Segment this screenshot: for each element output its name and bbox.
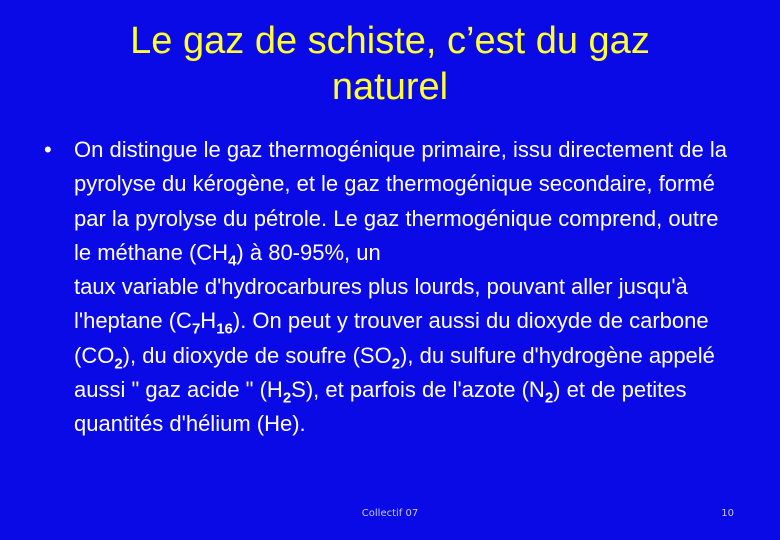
page-number: 10 bbox=[721, 508, 734, 519]
subscript: 2 bbox=[544, 389, 554, 407]
text-run: ) à 80-95%, un bbox=[236, 239, 381, 265]
text-run: On distingue le gaz thermogénique primaire, issu directement de la pyrolyse du kérogène, et le gaz thermogénique secondaire, formé par la pyrolyse du pétrole. Le gaz thermogénique comprend, outre le méthane (CH bbox=[74, 137, 728, 265]
subscript: 2 bbox=[391, 355, 401, 373]
slide-title bbox=[40, 18, 740, 110]
subscript: 16 bbox=[216, 320, 233, 338]
text-run: ). On peut y trouver aussi du dioxyde de carbone (CO bbox=[74, 308, 709, 368]
text-run: ), du dioxyde de soufre (SO bbox=[122, 342, 392, 368]
footer-text: Collectif 07 bbox=[361, 508, 419, 519]
slide-title-line-1: Le gaz de schiste, c’est du gaz bbox=[130, 20, 650, 62]
slide-body bbox=[44, 133, 734, 442]
subscript: 2 bbox=[114, 355, 123, 373]
subscript: 4 bbox=[228, 252, 237, 270]
text-run: H bbox=[200, 308, 217, 334]
text-run: ), du sulfure d'hydrogène appelé aussi " gaz acide " (H bbox=[74, 342, 715, 403]
text-run: ) et de petites quantités d'hélium (He). bbox=[74, 377, 687, 437]
subscript: 7 bbox=[191, 320, 201, 338]
bullet-marker: • bbox=[44, 137, 52, 162]
bullet-paragraph bbox=[74, 133, 734, 442]
slide-title-line-2: naturel bbox=[331, 66, 449, 108]
subscript: 2 bbox=[282, 389, 292, 407]
text-run: taux variable d'hydrocarbures plus lourds, pouvant aller jusqu'à l'heptane (C bbox=[74, 274, 688, 334]
text-run: S), et parfois de l'azote (N bbox=[291, 377, 545, 403]
